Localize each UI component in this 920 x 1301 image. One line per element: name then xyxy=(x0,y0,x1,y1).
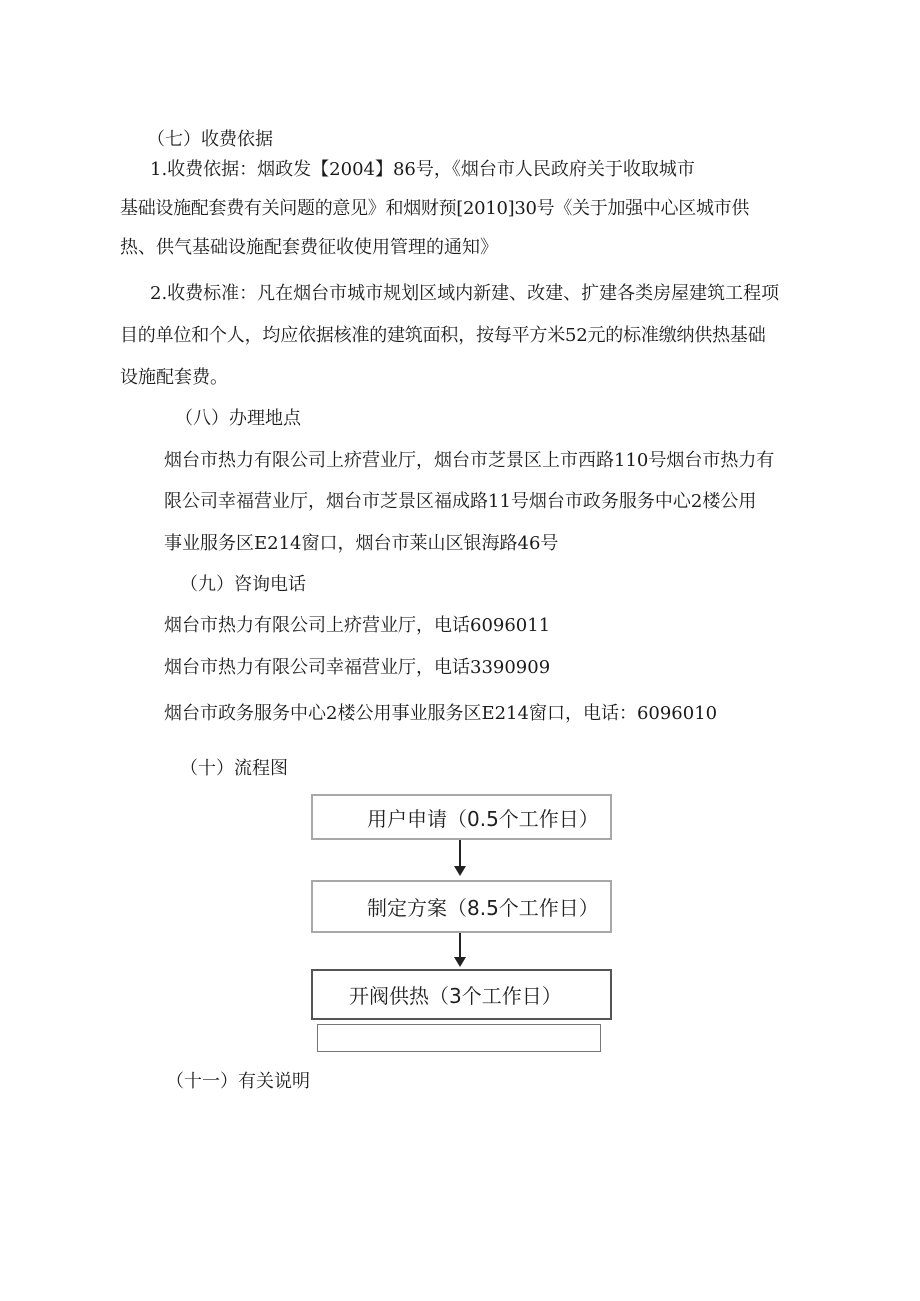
flow-arrow-head xyxy=(454,957,466,967)
flow-step-open-valve xyxy=(311,969,612,1020)
location-line1: 烟台市热力有限公司上疥营业厅，烟台市芝景区上市西路110号烟台市热力有 xyxy=(164,450,775,471)
flow-arrow-head xyxy=(454,866,466,876)
hotline-line2: 烟台市热力有限公司幸福营业厅，电话3390909 xyxy=(164,657,551,678)
fee-standard-line2: 目的单位和个人，均应依据核准的建筑面积，按每平方米52元的标准缴纳供热基础 xyxy=(120,325,766,346)
flow-arrow-connector xyxy=(459,933,461,959)
fee-basis-item1-line1: 1.收费依据：烟政发【2004】86号，《烟台市人民政府关于收取城市 xyxy=(150,159,695,180)
flow-step-label: 开阀供热（3个工作日） xyxy=(349,984,562,1008)
fee-basis-item1-line2: 基础设施配套费有关问题的意见》和烟财预[2010]30号《关于加强中心区城市供 xyxy=(120,198,750,219)
flow-step-user-apply xyxy=(311,794,612,840)
section-heading-hotline: （九）咨询电话 xyxy=(180,574,306,595)
section-heading-notes: （十一）有关说明 xyxy=(166,1071,310,1092)
flow-empty-box xyxy=(317,1024,601,1052)
section-heading-location: （八）办理地点 xyxy=(175,408,301,429)
fee-basis-item1-line3: 热、供气基础设施配套费征收使用管理的通知》 xyxy=(120,237,498,258)
flow-step-label: 制定方案（8.5个工作日） xyxy=(367,896,599,920)
fee-standard-line3: 设施配套费。 xyxy=(120,367,228,388)
location-line3: 事业服务区E214窗口，烟台市莱山区银海路46号 xyxy=(164,533,559,554)
hotline-line1: 烟台市热力有限公司上疥营业厅，电话6096011 xyxy=(164,615,551,636)
section-heading-fee-basis: （七）收费依据 xyxy=(147,129,273,150)
flow-step-label: 用户申请（0.5个工作日） xyxy=(367,806,599,831)
flow-arrow-connector xyxy=(459,840,461,868)
flow-step-plan xyxy=(311,880,612,933)
location-line2: 限公司幸福营业厅，烟台市芝景区福成路11号烟台市政务服务中心2楼公用 xyxy=(164,491,757,512)
fee-standard-line1: 2.收费标准：凡在烟台市城市规划区域内新建、改建、扩建各类房屋建筑工程项 xyxy=(150,283,780,304)
hotline-line3: 烟台市政务服务中心2楼公用事业服务区E214窗口，电话：6096010 xyxy=(164,703,718,724)
section-heading-flowchart: （十）流程图 xyxy=(180,758,288,779)
